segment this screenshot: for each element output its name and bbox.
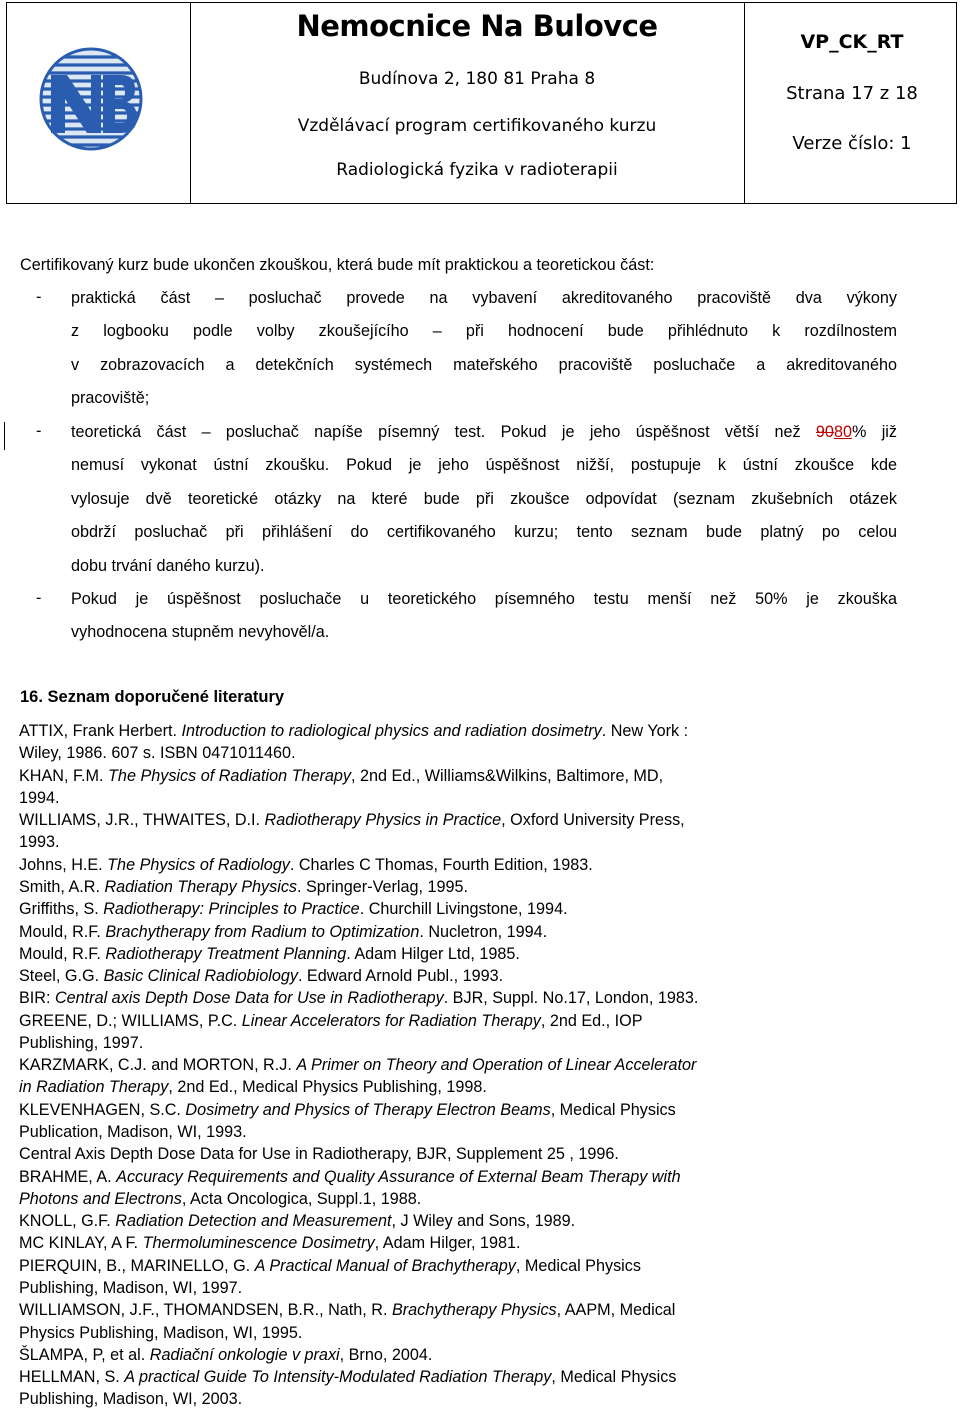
reference-author: Griffiths, S. bbox=[19, 900, 104, 919]
reference-line bbox=[19, 1256, 641, 1276]
reference-details: . Springer-Verlag, 1995. bbox=[297, 877, 468, 896]
reference-details: , Brno, 2004. bbox=[339, 1345, 433, 1364]
reference-title: The Physics of Radiology bbox=[107, 855, 290, 874]
reference-title: Photons and Electrons bbox=[19, 1189, 182, 1208]
header-divider-right bbox=[744, 3, 745, 203]
reference-line bbox=[19, 832, 60, 852]
reference-title: Radiotherapy Treatment Planning bbox=[105, 944, 347, 963]
reference-author: 1994. bbox=[19, 788, 60, 807]
reference-line bbox=[19, 966, 503, 986]
reference-details: , 2nd Ed., Medical Physics Publishing, 1998. bbox=[168, 1078, 487, 1097]
reference-details: . Adam Hilger Ltd, 1985. bbox=[346, 944, 520, 963]
reference-title: Dosimetry and Physics of Therapy Electron Beams bbox=[185, 1100, 551, 1119]
reference-author: Mould, R.F. bbox=[19, 922, 106, 941]
bullet2-line1 bbox=[71, 422, 897, 442]
reference-title: Central axis Depth Dose Data for Use in Radiotherapy bbox=[54, 989, 444, 1008]
reference-line bbox=[19, 1323, 302, 1343]
reference-title: Brachytherapy Physics bbox=[391, 1301, 557, 1320]
program-title: Vzdělávací program certifikovaného kurzu bbox=[297, 116, 657, 136]
reference-details: . New York : bbox=[601, 722, 689, 740]
reference-title: Radiation Therapy Physics bbox=[104, 877, 298, 896]
reference-title: A Primer on Theory and Operation of Linear Accelerator bbox=[296, 1056, 697, 1075]
bullet3-line1: Pokud je úspěšnost posluchače u teoretického písemného testu menší než 50% je zkouška bbox=[71, 590, 897, 608]
reference-author: Wiley, 1986. 607 s. ISBN 0471011460. bbox=[19, 744, 296, 763]
reference-author: KLEVENHAGEN, S.C. bbox=[19, 1100, 186, 1119]
reference-title: The Physics of Radiation Therapy bbox=[108, 766, 351, 785]
reference-line bbox=[19, 922, 547, 942]
reference-title: Thermoluminescence Dosimetry bbox=[142, 1234, 375, 1253]
bullet3-line2: vyhodnocena stupněm nevyhověl/a. bbox=[71, 623, 330, 641]
reference-details: . Charles C Thomas, Fourth Edition, 1983. bbox=[289, 855, 593, 874]
reference-author: Central Axis Depth Dose Data for Use in Radiotherapy, BJR, Supplement 25 , 1996. bbox=[19, 1145, 619, 1164]
reference-title: Radiační onkologie v praxi bbox=[149, 1345, 340, 1364]
reference-author: HELLMAN, S. bbox=[19, 1368, 125, 1387]
reference-title: Introduction to radiological physics and radiation dosimetry bbox=[181, 722, 602, 740]
bullet2-line4: obdrží posluchač při přihlášení do certifikovaného kurzu; tento seznam bude platný po celou bbox=[71, 523, 897, 541]
reference-details: . BJR, Suppl. No.17, London, 1983. bbox=[443, 989, 699, 1008]
header-divider-left bbox=[190, 3, 191, 203]
reference-title: in Radiation Therapy bbox=[19, 1078, 169, 1097]
bullet-marker: - bbox=[36, 288, 42, 306]
reference-title: Linear Accelerators for Radiation Therapy bbox=[241, 1011, 541, 1030]
reference-line bbox=[19, 1167, 681, 1187]
document-code: VP_CK_RT bbox=[800, 31, 904, 53]
reference-line bbox=[19, 1144, 619, 1164]
reference-author: ATTIX, Frank Herbert. bbox=[19, 722, 182, 740]
reference-details: , Adam Hilger, 1981. bbox=[374, 1234, 521, 1253]
reference-line bbox=[19, 1011, 643, 1031]
reference-details: , Medical Physics bbox=[550, 1100, 676, 1119]
reference-line bbox=[19, 1055, 696, 1075]
reference-details: , Oxford University Press, bbox=[501, 811, 685, 830]
reference-line bbox=[19, 1278, 242, 1298]
inserted-text: 80 bbox=[833, 423, 852, 441]
reference-line bbox=[19, 899, 568, 919]
bullet1-line3: v zobrazovacích a detekčních systémech mateřského pracoviště posluchače a akreditovaného bbox=[71, 356, 897, 374]
reference-line bbox=[19, 810, 685, 830]
bullet2-line1-text: teoretická část – posluchač napíše písemný test. Pokud je jeho úspěšnost větší než bbox=[71, 423, 816, 441]
reference-details: , J Wiley and Sons, 1989. bbox=[391, 1212, 576, 1231]
bullet2-line3: vylosuje dvě teoretické otázky na které bude při zkoušce odpovídat (seznam zkušebních otázek bbox=[71, 490, 897, 508]
reference-author: 1993. bbox=[19, 833, 60, 852]
reference-author: Johns, H.E. bbox=[19, 855, 108, 874]
reference-author: KARZMARK, C.J. and MORTON, R.J. bbox=[19, 1056, 297, 1075]
reference-line bbox=[19, 788, 60, 808]
reference-details: . Churchill Livingstone, 1994. bbox=[359, 900, 568, 919]
reference-author: Physics Publishing, Madison, WI, 1995. bbox=[19, 1323, 303, 1342]
bullet2-line5: dobu trvání daného kurzu). bbox=[71, 557, 265, 575]
reference-author: Steel, G.G. bbox=[19, 967, 104, 986]
reference-author: KHAN, F.M. bbox=[19, 766, 109, 785]
hospital-name: Nemocnice Na Bulovce bbox=[296, 9, 658, 43]
version-number: Verze číslo: 1 bbox=[792, 133, 912, 154]
reference-line bbox=[19, 1077, 487, 1097]
reference-author: WILLIAMS, J.R., THWAITES, D.I. bbox=[19, 811, 265, 830]
reference-title: A practical Guide To Intensity-Modulated Radiation Therapy bbox=[124, 1368, 552, 1387]
reference-author: PIERQUIN, B., MARINELLO, G. bbox=[19, 1256, 255, 1275]
reference-line bbox=[19, 1389, 242, 1409]
reference-line bbox=[19, 721, 688, 741]
reference-line bbox=[19, 766, 663, 786]
deleted-text: 90 bbox=[815, 423, 834, 441]
reference-title: Radiotherapy: Principles to Practice bbox=[103, 900, 360, 919]
reference-line bbox=[19, 877, 468, 897]
page-number: Strana 17 z 18 bbox=[786, 83, 918, 104]
intro-paragraph: Certifikovaný kurz bude ukončen zkouškou, která bude mít praktickou a teoretickou část: bbox=[20, 256, 655, 274]
reference-details: . Nucletron, 1994. bbox=[419, 922, 548, 941]
reference-author: WILLIAMSON, J.F., THOMANDSEN, B.R., Nath, R. bbox=[19, 1301, 392, 1320]
hospital-logo-icon bbox=[37, 45, 145, 153]
reference-line bbox=[19, 1345, 432, 1365]
reference-author: MC KINLAY, A F. bbox=[19, 1234, 143, 1253]
reference-line bbox=[19, 1300, 675, 1320]
reference-details: , 2nd Ed., Williams&Wilkins, Baltimore, MD, bbox=[350, 766, 664, 785]
reference-author: BIR: bbox=[19, 989, 55, 1008]
reference-line bbox=[19, 743, 296, 763]
reference-line bbox=[19, 1100, 676, 1120]
hospital-address: Budínova 2, 180 81 Praha 8 bbox=[358, 69, 596, 89]
reference-line bbox=[19, 1211, 575, 1231]
reference-details: . Edward Arnold Publ., 1993. bbox=[297, 967, 504, 986]
reference-details: , Medical Physics bbox=[551, 1368, 677, 1387]
reference-author: Smith, A.R. bbox=[19, 877, 105, 896]
section-heading: 16. Seznam doporučené literatury bbox=[20, 688, 285, 706]
reference-line bbox=[19, 1367, 676, 1387]
reference-author: Publishing, Madison, WI, 1997. bbox=[19, 1279, 243, 1297]
document-header bbox=[6, 2, 957, 204]
reference-author: KNOLL, G.F. bbox=[19, 1212, 116, 1231]
reference-line bbox=[19, 855, 593, 875]
reference-author: BRAHME, A. bbox=[19, 1167, 117, 1186]
bullet1-line4: pracoviště; bbox=[71, 389, 150, 407]
reference-title: Basic Clinical Radiobiology bbox=[103, 967, 298, 986]
course-title: Radiologická fyzika v radioterapii bbox=[336, 160, 618, 180]
reference-line bbox=[19, 1189, 421, 1209]
reference-line bbox=[19, 1122, 247, 1142]
bullet1-line2: z logbooku podle volby zkoušejícího – při hodnocení bude přihlédnuto k rozdílnostem bbox=[71, 322, 897, 340]
reference-title: Accuracy Requirements and Quality Assurance of External Beam Therapy with bbox=[116, 1167, 681, 1186]
reference-details: , Medical Physics bbox=[515, 1256, 641, 1275]
reference-line bbox=[19, 1033, 143, 1053]
bullet2-line1-end: % již bbox=[851, 423, 897, 441]
reference-author: Publication, Madison, WI, 1993. bbox=[19, 1123, 247, 1142]
reference-author: Publishing, 1997. bbox=[19, 1033, 144, 1052]
reference-author: ŠLAMPA, P, et al. bbox=[19, 1345, 150, 1364]
bullet-marker: - bbox=[36, 589, 42, 607]
bullet-marker: - bbox=[36, 422, 42, 440]
reference-line bbox=[19, 1233, 520, 1253]
reference-details: , 2nd Ed., IOP bbox=[540, 1011, 643, 1030]
reference-title: A Practical Manual of Brachytherapy bbox=[254, 1256, 516, 1275]
reference-details: , Acta Oncologica, Suppl.1, 1988. bbox=[181, 1189, 422, 1208]
revision-change-bar bbox=[4, 422, 5, 450]
reference-title: Radiotherapy Physics in Practice bbox=[264, 811, 502, 830]
bullet1-line1: praktická část – posluchač provede na vybavení akreditovaného pracoviště dva výkony bbox=[71, 289, 897, 307]
reference-author: GREENE, D.; WILLIAMS, P.C. bbox=[19, 1011, 242, 1030]
reference-title: Brachytherapy from Radium to Optimization bbox=[105, 922, 420, 941]
reference-line bbox=[19, 988, 698, 1008]
bullet2-line2: nemusí vykonat ústní zkoušku. Pokud je jeho úspěšnost nižší, postupuje k ústní zkoušce kde bbox=[71, 456, 897, 474]
reference-author: Publishing, Madison, WI, 2003. bbox=[19, 1390, 243, 1409]
reference-author: Mould, R.F. bbox=[19, 944, 106, 963]
reference-details: , AAPM, Medical bbox=[556, 1301, 676, 1320]
reference-line bbox=[19, 944, 520, 964]
reference-title: Radiation Detection and Measurement bbox=[115, 1212, 392, 1231]
